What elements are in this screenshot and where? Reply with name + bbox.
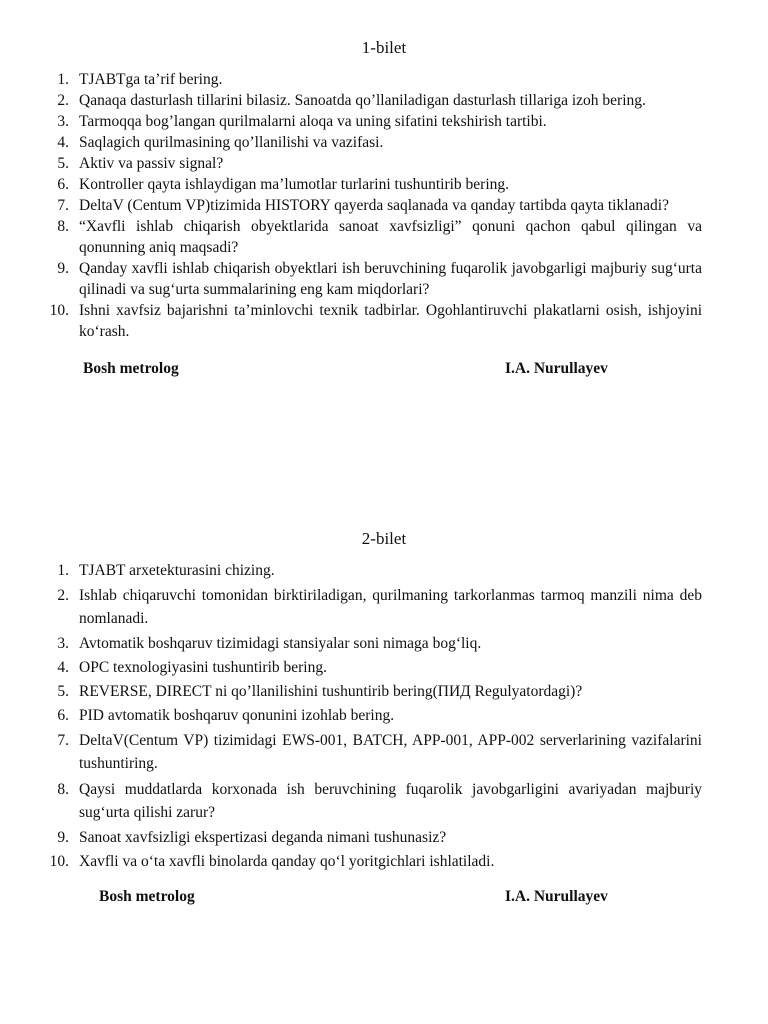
question-text: PID avtomatik boshqaruv qonunini izohlab bering.	[79, 707, 395, 724]
question-number: 7.	[57, 732, 69, 749]
question-number: 8.	[57, 218, 69, 235]
question-number: 10.	[49, 853, 69, 870]
signature-line	[0, 358, 768, 380]
signature-line	[0, 886, 768, 908]
question-text: “Xavfli ishlab chiqarish obyektlarida sanoat xavfsizligi” qonuni qachon qabul qilingan va qonunning aniq maqsadi?	[79, 218, 702, 256]
question-item	[0, 258, 768, 300]
question-text: TJABT arxetekturasini chizing.	[79, 562, 275, 579]
question-item	[0, 195, 768, 216]
ticket-title: 1-bilet	[361, 38, 407, 57]
question-item	[0, 132, 768, 153]
question-item	[0, 153, 768, 174]
question-number: 2.	[57, 92, 69, 109]
signer-role: Bosh metrolog	[83, 360, 179, 377]
question-text: Ishni xavfsiz bajarishni ta’minlovchi texnik tadbirlar. Ogohlantiruvchi plakatlarni osish, ishjoyini ko‘rash.	[79, 302, 702, 340]
question-text: TJABTga ta’rif bering.	[79, 71, 223, 88]
question-item	[0, 778, 768, 824]
question-text: Xavfli va o‘ta xavfli binolarda qanday qo‘l yoritgichlari ishlatiladi.	[79, 853, 495, 870]
question-item	[0, 174, 768, 195]
question-text: Saqlagich qurilmasining qo’llanilishi va vazifasi.	[79, 134, 384, 151]
question-text: Qaysi muddatlarda korxonada ish beruvchining fuqarolik javobgarligini avariyadan majburiy sug‘urta qilishi zarur?	[79, 781, 702, 821]
question-text: Aktiv va passiv signal?	[79, 155, 224, 172]
question-number: 3.	[57, 635, 69, 652]
question-item	[0, 69, 768, 90]
question-number: 2.	[57, 587, 69, 604]
question-item	[0, 216, 768, 258]
question-item	[0, 633, 768, 654]
question-text: Tarmoqqa bog’langan qurilmalarni aloqa va uning sifatini tekshirish tartibi.	[79, 113, 547, 130]
question-item	[0, 657, 768, 678]
question-number: 5.	[57, 155, 69, 172]
question-number: 9.	[57, 260, 69, 277]
question-number: 6.	[57, 707, 69, 724]
question-text: Ishlab chiqaruvchi tomonidan birktiriladigan, qurilmaning tarkorlanmas tarmoq manzili nima deb nomlanadi.	[79, 587, 702, 627]
ticket-1	[0, 37, 768, 380]
question-item	[0, 300, 768, 342]
question-number: 6.	[57, 176, 69, 193]
question-text: Sanoat xavfsizligi ekspertizasi deganda nimani tushunasiz?	[79, 829, 447, 846]
question-item	[0, 90, 768, 111]
question-number: 9.	[57, 829, 69, 846]
question-text: Qanaqa dasturlash tillarini bilasiz. Sanoatda qo’llaniladigan dasturlash tillariga izoh bering.	[79, 92, 646, 109]
question-text: REVERSE, DIRECT ni qo’llanilishini tushuntirib bering(ПИД Regulyatordagi)?	[79, 683, 583, 700]
ticket-title: 2-bilet	[361, 529, 407, 548]
question-item	[0, 681, 768, 702]
question-item	[0, 705, 768, 726]
question-number: 7.	[57, 197, 69, 214]
question-number: 8.	[57, 781, 69, 798]
signer-role: Bosh metrolog	[99, 888, 195, 905]
question-item	[0, 111, 768, 132]
question-number: 1.	[57, 71, 69, 88]
signer-name: I.A. Nurullayev	[505, 360, 608, 377]
question-number: 3.	[57, 113, 69, 130]
question-text: Qanday xavfli ishlab chiqarish obyektlari ish beruvchining fuqarolik javobgarligi majburiy sug‘urta qilinadi va sug‘urta summalarining eng kam miqdorlari?	[79, 260, 702, 298]
question-text: Avtomatik boshqaruv tizimidagi stansiyalar soni nimaga bog‘liq.	[79, 635, 482, 652]
question-number: 4.	[57, 134, 69, 151]
question-text: DeltaV (Centum VP)tizimida HISTORY qayerda saqlanada va qanday tartibda qayta tiklanadi?	[79, 197, 669, 214]
question-text: DeltaV(Centum VP) tizimidagi EWS-001, BATCH, APP-001, APP-002 serverlarining vazifalarini tushuntiring.	[79, 732, 702, 772]
question-list	[0, 69, 768, 342]
signer-name: I.A. Nurullayev	[505, 888, 608, 905]
question-number: 10.	[49, 302, 69, 319]
question-item	[0, 584, 768, 630]
question-text: Kontroller qayta ishlaydigan ma’lumotlar turlarini tushuntirib bering.	[79, 176, 510, 193]
question-item	[0, 729, 768, 775]
question-number: 1.	[57, 562, 69, 579]
question-item	[0, 827, 768, 848]
question-item	[0, 560, 768, 581]
question-list	[0, 560, 768, 872]
question-number: 4.	[57, 659, 69, 676]
question-item	[0, 851, 768, 872]
ticket-2	[0, 528, 768, 908]
question-number: 5.	[57, 683, 69, 700]
question-text: OPC texnologiyasini tushuntirib bering.	[79, 659, 327, 676]
